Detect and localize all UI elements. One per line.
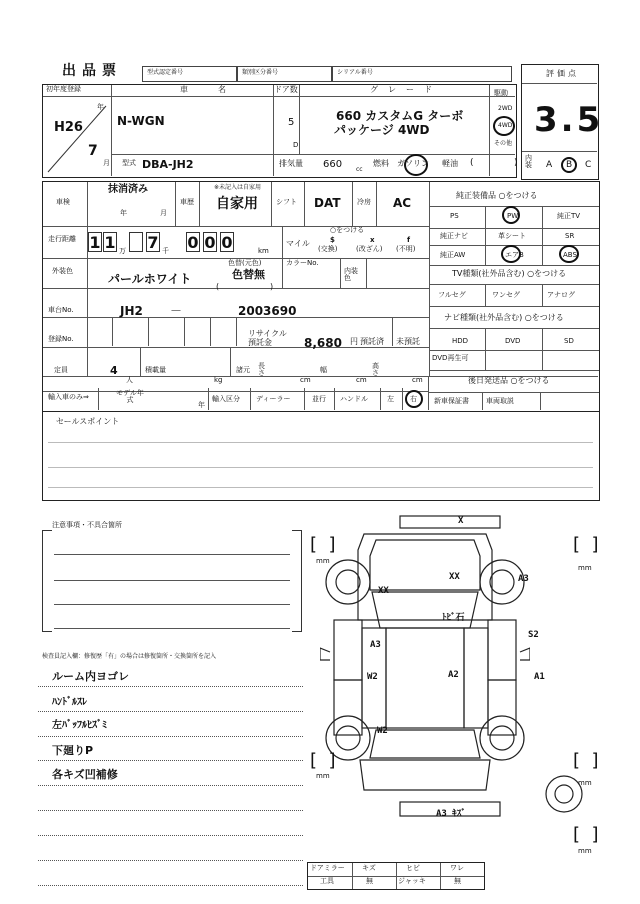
capacity-unit: 人 [126,376,133,384]
mm-fr: mm [578,564,592,572]
equip-header: 純正装備品 ○をつける [456,191,538,200]
grade-line1: 660 カスタムG ターボ [336,109,464,123]
sales-box [42,411,600,501]
legend-r1c1: ドアミラー [310,864,345,872]
left-label: 左 [387,395,394,403]
equip-ps: PS [450,212,459,220]
notes-title: 注意事項・不具合箇所 [52,521,122,529]
mm-rl: mm [316,772,330,780]
later-header: 後日発送品 ○をつける [468,376,550,385]
navi-hdd: HDD [452,337,469,345]
score-value: 3.5 [534,100,604,140]
color-no-label: カラーNo. [286,259,319,267]
height-label: 高さ [372,362,379,377]
name-value: N-WGN [117,114,165,128]
dvd-label: DVD再生可 [432,354,469,362]
chassis-number: 2003690 [238,304,297,318]
equip-aw: 純正AW [440,251,466,259]
mark-left-rear-fender: W2 [377,726,388,736]
mark-front-left: XX [378,586,389,596]
color-value: パールホワイト [108,272,192,286]
fuel-circle [404,154,428,176]
mark-right-rear-door: A1 [534,672,545,682]
legend-r2c2: 無 [366,877,373,885]
legend-r1c3: ヒビ [406,864,420,872]
bracket-fr: [ ] [573,534,599,555]
inspection-month: 月 [160,209,167,217]
mark-right-front-door: S2 [528,630,539,640]
manual-label: 車両取説 [486,397,514,405]
width-cm: cm [356,376,367,384]
unknown-mark: f [407,236,411,244]
man-unit: 万 [119,247,126,255]
altered-mark: x [370,236,375,244]
length-cm: cm [300,376,311,384]
odo-digit-1: 1 [89,233,101,252]
mark-left-front-door: A3 [370,640,381,650]
displacement-label: 排気量 [279,159,303,168]
recycle-label: リサイクル預託金 [248,329,287,347]
history-value: 自家用 [216,196,258,212]
km-unit: km [258,247,269,255]
mark-left-rear-door: W2 [367,672,378,682]
legend-r1c4: ワレ [450,864,464,872]
warranty-label: 新車保証書 [434,397,469,405]
unknown-label: (不明) [396,245,416,253]
odo-digit-6: 0 [204,233,216,252]
equip-airbag-circle [501,245,521,263]
recycle-paid: 預託済 [360,337,384,346]
ac-value: AC [393,196,412,210]
right-label: 右 [410,395,417,403]
paren-open: ( [470,158,474,168]
drive-label: 駆動 [494,89,508,97]
dims-label: 諸元 [236,366,250,374]
ac-label: 冷房 [357,198,371,206]
displacement-unit: cc [356,166,363,173]
navi-header: ナビ種類(社外品含む) ○をつける [444,313,564,322]
equip-navi: 純正ナビ [440,232,468,240]
note-entry-3: 左ﾊﾞｯﾌﾙﾋｽﾞﾐ [52,720,107,731]
recycle-unpaid: 未預託 [396,337,420,346]
mark-rear-bumper: A3 ｷｽﾞ [436,809,466,819]
category-label: 類別区分番号 [242,69,279,76]
equip-pw: PW [507,212,519,220]
score-box [521,64,604,180]
reg-diagonal [44,98,110,176]
repaint-label: 色替(元色) [228,259,262,267]
serial-box [332,66,512,82]
sen-unit: 千 [162,247,169,255]
paren-close: ) [514,158,518,168]
history-note: ※未記入は自家用 [214,184,262,191]
shift-label: シフト [276,198,297,206]
equip-leather: 革シート [498,232,526,240]
height-cm: cm [412,376,423,384]
tv-full: フルセグ [438,291,466,299]
mark-windshield: ﾄﾋﾞ石 [442,613,465,623]
model-cert-label: 型式認定番号 [147,69,184,76]
form-title: 出品票 [62,63,122,79]
grade-label: グレード [370,85,442,94]
interior-c: C [585,160,592,170]
capacity-label: 定員 [54,366,68,374]
mark-hood: XX [449,572,460,582]
equip-airbag: エアB [505,251,524,259]
inspection-label: 車検 [56,198,70,206]
recycle-unit: 円 [350,337,358,346]
circle-note: ○をつける [330,226,365,234]
odo-digit-7: 0 [221,233,233,252]
exch-mark: $ [330,236,335,244]
bracket-fl: [ ] [310,534,336,555]
model-label: 型式 [122,159,136,167]
odo-digit-2: 1 [104,233,116,252]
length-label: 長さ [258,362,265,377]
fuel-value: ガソリン [397,159,429,168]
drive-2wd: 2WD [498,105,513,112]
bracket-rr: [ ] [573,750,599,771]
drive-other: その他 [494,140,513,147]
legend-r2c4: 無 [454,877,461,885]
history-label: 車歴 [180,198,194,206]
load-label: 積載量 [145,366,166,374]
mm-rr: mm [578,779,592,787]
chassis-prefix: JH2 [120,304,143,318]
name-label: 車名 [180,85,256,94]
drive-4wd: 4WD [498,122,513,129]
note-entry-2: ﾊﾝﾄﾞﾙｽﾚ [52,697,87,708]
mm-spare: mm [578,847,592,855]
color-label: 外装色 [52,267,73,275]
interior-color-label: 内装色 [344,267,358,282]
interior-b: B [566,160,573,170]
mark-top: X [458,516,464,526]
altered-label: (改ざん) [356,245,383,253]
tv-analog: アナログ [547,291,575,299]
interior-b-circle [561,157,577,173]
mark-roof: A2 [448,670,459,680]
shift-value: DAT [314,196,341,210]
doors-value: 5 [288,117,295,128]
right-circle [405,390,423,408]
legend-r1c2: キズ [362,864,376,872]
model-value: DBA-JH2 [142,158,194,171]
legend-r2c1: 工具 [320,877,334,885]
car-diagram [320,510,530,830]
doors-label: ドア数 [274,85,298,94]
dealer-label: ディーラー [256,395,291,403]
width-label: 幅 [320,366,327,374]
mileage-label: 走行距離 [48,235,76,243]
month-value: 7 [88,143,98,159]
bracket-rl: [ ] [310,750,336,771]
mm-fl: mm [316,557,330,565]
fuel-label: 燃料 [373,159,389,168]
equip-pw-circle [502,206,520,224]
equip-tv: 純正TV [557,212,581,220]
score-label: 評価点 [546,69,579,78]
capacity-value: 4 [110,364,118,377]
bracket-spare: [ ] [573,824,599,845]
legend-r2c3: ジャッキ [398,877,426,885]
odo-digit-4: 7 [147,233,159,252]
equip-abs: ABS [563,251,577,259]
odo-digit-5: 0 [187,233,199,252]
drive-4wd-circle [493,116,515,136]
month-unit: 月 [103,159,110,167]
reg-no-label: 登録No. [48,335,74,343]
doors-suffix: D [293,141,299,149]
navi-dvd: DVD [505,337,521,345]
repaint-value: 色替無 [232,268,265,281]
displacement-value: 660 [323,159,343,170]
chassis-label: 車台No. [48,306,74,314]
first-reg-value: H26 [54,120,83,135]
light-oil-label: 軽油 [442,159,458,168]
inspection-value: 抹消済み [108,184,148,195]
chassis-dash: － [170,304,183,318]
parallel-label: 並行 [312,395,326,403]
import-type-label: 輸入区分 [212,395,240,403]
note-entry-1: ルーム内ヨゴレ [52,670,129,683]
note-entry-5: 各キズ凹補修 [52,768,118,781]
category-box [237,66,332,82]
repaint-paren-close: ) [270,282,274,291]
grade-line2: パッケージ 4WD [334,123,430,137]
inspection-year: 年 [120,209,127,217]
model-cert-box [142,66,237,82]
mile-label: マイル [286,239,310,248]
navi-sd: SD [564,337,574,345]
handle-label: ハンドル [340,395,368,403]
inspector-label: 検査員記入欄：修復歴「有」の場合は修復箇所・交換箇所を記入 [42,653,217,660]
sales-points-label: セールスポイント [56,417,120,426]
odo-digit-3 [129,232,143,252]
note-entry-4: 下廻りP [52,744,94,757]
exch-label: (交換) [318,245,338,253]
tv-one: ワンセグ [492,291,520,299]
recycle-value: 8,680 [304,336,342,350]
equip-abs-circle [559,245,579,263]
interior-a: A [546,160,553,170]
serial-label: シリアル番号 [337,69,373,76]
first-reg-label: 初年度登録 [46,85,81,93]
model-year-label: モデル年式 [116,389,144,404]
load-unit: kg [214,376,223,384]
mark-front-right: A3 [518,574,529,584]
interior-label: 内装 [525,154,532,169]
model-year-unit: 年 [198,401,205,409]
year-unit: 年 [97,103,104,111]
equip-sr: SR [565,232,575,240]
import-label: 輸入車のみ⇒ [48,393,89,401]
tv-header: TV種類(社外品含む) ○をつける [452,269,567,278]
repaint-paren-open: ( [216,282,220,291]
